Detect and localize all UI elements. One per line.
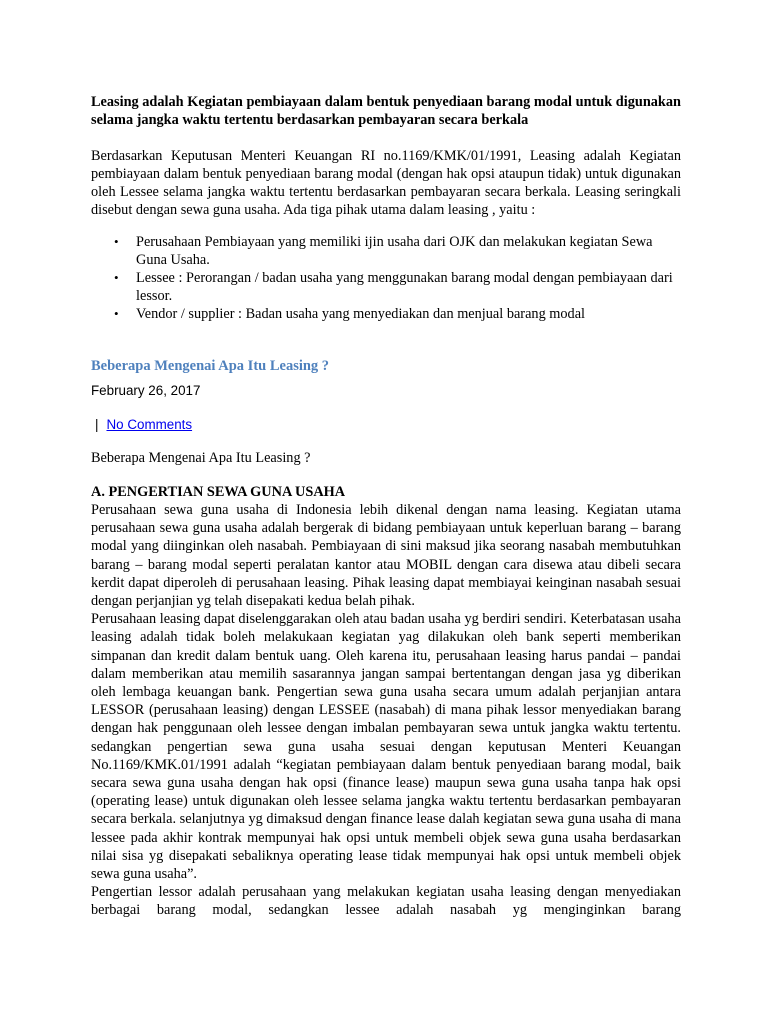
meta-separator: |	[95, 417, 99, 432]
body-paragraph: Perusahaan sewa guna usaha di Indonesia lebih dikenal dengan nama leasing. Kegiatan utama perusahaan sewa guna usaha adalah bergerak di bidang pembiayaan untuk keperluan barang – barang modal yang diinginkan oleh nasabah. Pembiayaan di sini maksud jika seorang nasabah membutuhkan barang – barang modal seperti peralatan kantor atau MOBIL dengan cara disewa atau dibeli secara kerdit dapat diperoleh di perusahaan leasing. Pihak leasing dapat membiayai keinginan nasabah sesuai dengan perjanjian yg telah disepakati kedua belah pihak.	[91, 502, 681, 610]
post-title: Beberapa Mengenai Apa Itu Leasing ?	[91, 358, 330, 374]
comments-link[interactable]: No Comments	[106, 417, 193, 432]
body-paragraph: Pengertian lessor adalah perusahaan yang melakukan kegiatan usaha leasing dengan menyediakan berbagai barang modal, sedangkan lessee adalah nasabah yg menginginkan barang	[91, 884, 681, 919]
intro-paragraph: Berdasarkan Keputusan Menteri Keuangan RI no.1169/KMK/01/1991, Leasing adalah Kegiatan pembiayaan dalam bentuk penyediaan barang modal (dengan hak opsi ataupun tidak) untuk digunakan oleh Lessee selama jangka waktu tertentu berdasarkan pembayaran secara berkala. Leasing seringkali disebut dengan sewa guna usaha. Ada tiga pihak utama dalam leasing , yaitu :	[91, 148, 681, 218]
list-item-text: Vendor / supplier : Badan usaha yang menyediakan dan menjual barang modal	[136, 306, 586, 322]
section-heading: A. PENGERTIAN SEWA GUNA USAHA	[91, 484, 346, 500]
spacer	[91, 219, 681, 233]
list-item-text: Lessee : Perorangan / badan usaha yang menggunakan barang modal dengan pembiayaan dari lessor.	[136, 270, 673, 304]
bullet-icon: •	[114, 306, 119, 321]
post-subtitle: Beberapa Mengenai Apa Itu Leasing ?	[91, 450, 311, 466]
document-page	[91, 93, 681, 920]
list-item	[91, 233, 681, 269]
post-date: February 26, 2017	[91, 383, 201, 398]
bullet-icon: •	[114, 234, 119, 249]
post-meta	[91, 416, 681, 434]
spacer	[91, 323, 681, 357]
spacer	[91, 129, 681, 147]
spacer	[91, 467, 681, 483]
list-item	[91, 305, 681, 323]
intro-title: Leasing adalah Kegiatan pembiayaan dalam bentuk penyediaan barang modal untuk digunakan selama jangka waktu tertentu berdasarkan pembayaran secara berkala	[91, 94, 681, 128]
spacer	[91, 434, 681, 449]
list-item-text: Perusahaan Pembiayaan yang memiliki ijin usaha dari OJK dan melakukan kegiatan Sewa Guna Usaha.	[136, 234, 653, 268]
bullet-icon: •	[114, 270, 119, 285]
list-item	[91, 269, 681, 305]
parties-list	[91, 233, 681, 323]
body-paragraph: Perusahaan leasing dapat diselenggarakan oleh atau badan usaha yg berdiri sendiri. Keterbatasan usaha leasing adalah tidak boleh melakukaan kegiatan yag dilakukan oleh bank seperti memberikan simpanan dan kredit dalam bentuk uang. Oleh karena itu, perusahaan leasing harus pandai – pandai dalam memberikan atau memilih sasarannya jangan sampai bertentangan dengan jasa yg diberikan oleh lembaga keuangan bank. Pengertian sewa guna usaha secara umum adalah perjanjian antara LESSOR (perusahaan leasing) dengan LESSEE (nasabah) di mana pihak lessor menyediakan barang dengan hak penggunaan oleh lessee dengan imbalan pembayaran sewa untuk jangka waktu tertentu. sedangkan pengertian sewa guna usaha sesuai dengan keputusan Menteri Keuangan No.1169/KMK.01/1991 adalah “kegiatan pembiayaan dalam bentuk penyediaan barang modal, baik secara sewa guna usaha dengan hak opsi (finance lease) maupun sewa guna usaha tanpa hak opsi (operating lease) untuk digunakan oleh lessee selama jangka waktu tertentu berdasarkan pembayaran secara berkala. selanjutnya yg dimaksud dengan finance lease dalah kegiatan sewa guna usaha di mana lessee pada akhir kontrak mempunyai hak opsi untuk membeli objek sewa guna usaha berdasarkan nilai sisa yg disepakati sebaliknya operating lease tidak mempunyai hak opsi untuk membeli objek sewa guna usaha”.	[91, 611, 681, 883]
